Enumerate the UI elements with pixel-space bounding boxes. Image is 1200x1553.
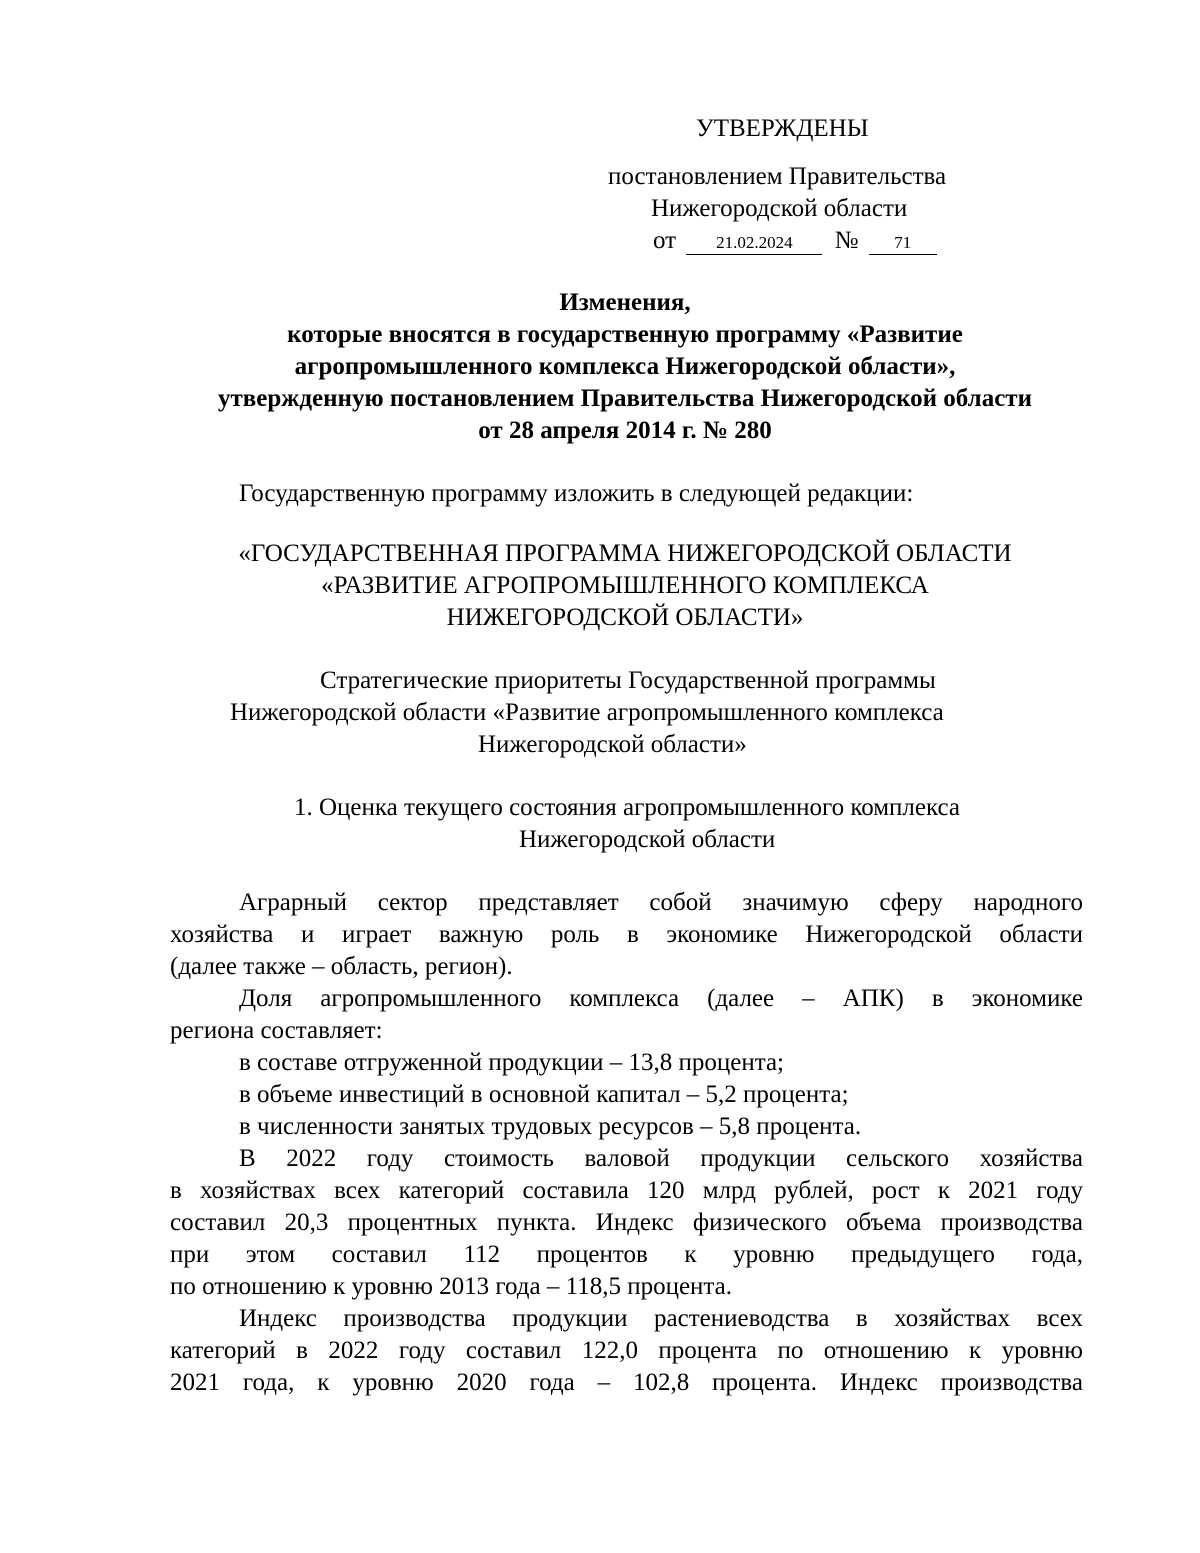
approval-line-2: Нижегородской области	[651, 195, 908, 222]
approval-number: 71	[869, 232, 937, 255]
section-1-heading-line-2: Нижегородской области	[519, 826, 776, 853]
paragraph-line: Индекс производства продукции растениеводства в хозяйствах всех	[239, 1305, 1083, 1332]
paragraph-line: в объеме инвестиций в основной капитал – 5,2 процента;	[239, 1081, 849, 1108]
program-title-line-2: «РАЗВИТИЕ АГРОПРОМЫШЛЕННОГО КОМПЛЕКСА	[321, 572, 929, 599]
paragraph-line: В 2022 году стоимость валовой продукции сельского хозяйства	[239, 1145, 1083, 1172]
number-prefix: №	[834, 227, 859, 254]
instruction-text: Государственную программу изложить в следующей редакции:	[239, 480, 914, 507]
priorities-line-3: Нижегородской области»	[478, 731, 747, 758]
paragraph-line: при этом составил 112 процентов к уровню предыдущего года,	[170, 1241, 1083, 1268]
approval-heading: УТВЕРЖДЕНЫ	[696, 115, 869, 142]
paragraph-line: (далее также – область, регион).	[170, 953, 513, 980]
paragraph-line: категорий в 2022 году составил 122,0 процента по отношению к уровню	[170, 1337, 1083, 1364]
paragraph-line: в численности занятых трудовых ресурсов – 5,8 процента.	[239, 1113, 862, 1140]
paragraph-line: Доля агропромышленного комплекса (далее – АПК) в экономике	[239, 985, 1083, 1012]
paragraph-5	[170, 1111, 1083, 1143]
approval-date: 21.02.2024	[686, 232, 822, 255]
program-title-line-1: «ГОСУДАРСТВЕННАЯ ПРОГРАММА НИЖЕГОРОДСКОЙ ОБЛАСТИ	[238, 540, 1012, 567]
paragraph-6	[170, 1143, 1083, 1303]
paragraph-1	[170, 887, 1083, 983]
paragraph-2	[170, 983, 1083, 1047]
approval-line-1: постановлением Правительства	[608, 163, 947, 190]
paragraph-line: 2021 года, к уровню 2020 года – 102,8 процента. Индекс производства	[170, 1369, 1083, 1396]
section-1-heading-line-1: 1. Оценка текущего состояния агропромышленного комплекса	[294, 794, 961, 821]
paragraph-line: составил 20,3 процентных пункта. Индекс физического объема производства	[170, 1209, 1083, 1236]
paragraph-line: хозяйства и играет важную роль в экономике Нижегородской области	[170, 921, 1083, 948]
paragraph-line: по отношению к уровню 2013 года – 118,5 процента.	[170, 1273, 732, 1300]
changes-title-line-1: Изменения,	[559, 289, 691, 316]
changes-title-line-4: утвержденную постановлением Правительства Нижегородской области	[218, 385, 1032, 412]
paragraph-7	[170, 1303, 1083, 1399]
date-prefix: от	[653, 227, 677, 254]
changes-title-line-5: от 28 апреля 2014 г. № 280	[478, 417, 772, 444]
priorities-line-2: Нижегородской области «Развитие агропромышленного комплекса	[230, 699, 944, 726]
paragraph-line: региона составляет:	[170, 1017, 383, 1044]
paragraph-line: Аграрный сектор представляет собой значимую сферу народного	[239, 889, 1083, 916]
paragraph-line: в составе отгруженной продукции – 13,8 процента;	[239, 1049, 784, 1076]
changes-title-line-2: которые вносятся в государственную программу «Развитие	[287, 321, 963, 348]
paragraph-4	[170, 1079, 1083, 1111]
program-title-line-3: НИЖЕГОРОДСКОЙ ОБЛАСТИ»	[446, 604, 804, 631]
changes-title-line-3: агропромышленного комплекса Нижегородской области»,	[294, 353, 956, 380]
paragraph-3	[170, 1047, 1083, 1079]
approval-date-line	[653, 222, 937, 259]
paragraph-line: в хозяйствах всех категорий составила 120 млрд рублей, рост к 2021 году	[170, 1177, 1083, 1204]
priorities-line-1: Стратегические приоритеты Государственной программы	[320, 667, 936, 694]
